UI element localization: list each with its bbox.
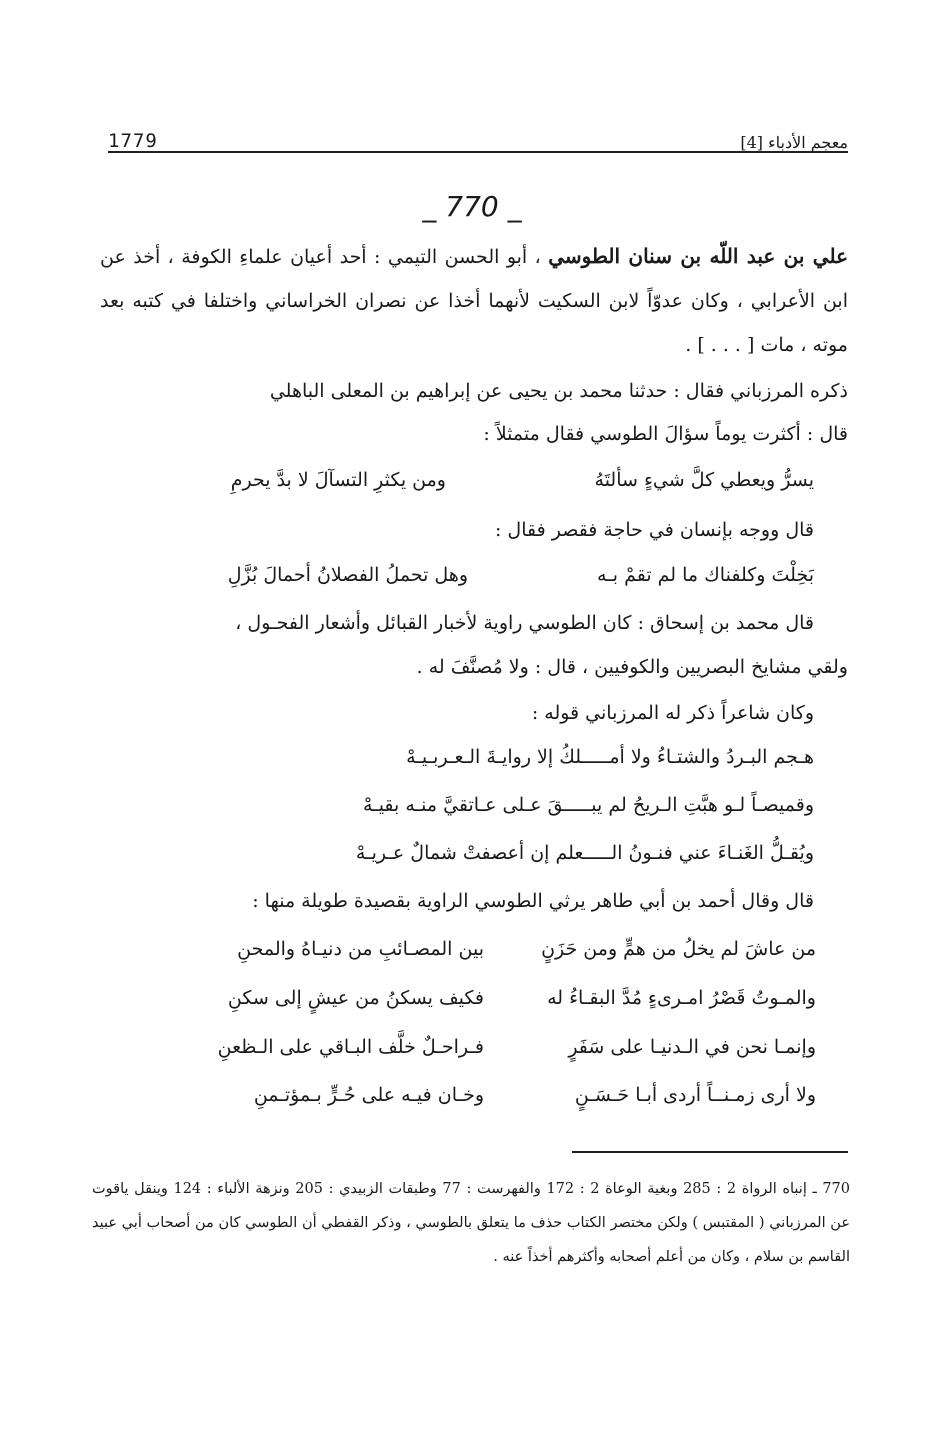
elegy-verse-2-first: والمـوتُ قَصْرُ امـرىءٍ مُدَّ البقـاءُ له: [547, 987, 816, 1009]
elegy-verse-2-second: فكيف يسكنُ من عيشٍ إلى سكنِ: [227, 987, 484, 1009]
elegy-verse-3-second: فـراحـلٌ خلَّف البـاقي على الـظعنِ: [217, 1036, 484, 1058]
mudawwar-verse-1: هـجم البـردُ والشتـاءُ ولا أمـــــلكُ إلا روايـةَ الـعـربـيـهْ: [406, 746, 814, 768]
elegy-verse-1-second: بين المصـائبِ من دنيـاهُ والمحنِ: [237, 938, 484, 960]
verse2-first-hemistich: بَخِلْتَ وكلفناك ما لم تقمْ بـه: [597, 564, 814, 586]
question-line: قال ووجه بإنسان في حاجة فقصر فقال :: [494, 519, 814, 541]
elegy-verse-1-first: من عاشَ لم يخلُ من همٍّ ومن حَزَنٍ: [541, 938, 816, 960]
page-number: 1779: [108, 130, 158, 152]
mudawwar-verse-3: ويُقـلُّ الغَنـاءَ عني فنـونُ الـــــعلم إن أعصفتْ شمالٌ عـريـهْ: [355, 842, 814, 864]
para4-line1: قال وقال أحمد بن أبي طاهر يرثي الطوسي الراوية بقصيدة طويلة منها :: [252, 890, 814, 912]
verse2-second-hemistich: وهل تحملُ الفصلانُ أحمالَ بُزَّلِ: [227, 564, 468, 586]
elegy-verse-4-second: وخـان فيـه على حُـرٍّ بـمؤتـمنِ: [253, 1084, 484, 1106]
entry-number: _ 770 _: [422, 190, 522, 223]
elegy-verse-4-first: ولا أرى زمـنــاً أردى أبـا حَـسَـنٍ: [574, 1084, 816, 1106]
verse1-first-hemistich: يسرُّ ويعطي كلَّ شيءٍ سألتَهُ: [594, 469, 814, 491]
verse1-second-hemistich: ومن يكثرِ التسآلَ لا بدَّ يحرمِ: [230, 469, 446, 491]
para1-line1: ذكره المرزباني فقال : حدثنا محمد بن يحيى عن إبراهيم بن المعلى الباهلي: [269, 380, 848, 402]
running-title: معجم الأدباء [4]: [740, 133, 848, 152]
header-rule: [108, 151, 848, 153]
para2-line2: ولقي مشايخ البصريين والكوفيين ، قال : ولا مُصنَّفَ له .: [416, 656, 848, 678]
page-header: [108, 118, 848, 152]
para1-line2: قال : أكثرت يوماً سؤالَ الطوسي فقال متمثلاً :: [483, 423, 848, 445]
footnote-rule: [572, 1151, 848, 1153]
footnote: 770 ـ إنباه الرواة 2 : 285 وبغية الوعاة 2 : 172 والفهرست : 77 وطبقات الزبيدي : 205 ونزهة الألباء : 124 وينقل ياقوت عن المرزباني ( المقتبس ) ولكن مختصر الكتاب حذف ما يتعلق بالطوسي ، وذكر القفطي أن الطوسي كان من أصحاب أبي عبيد القاسم بن سلام ، وكان من أعلم أصحابه وأكثرهم أخذاً عنه .: [92, 1181, 851, 1265]
elegy-verse-3-first: وإنمـا نحن في الـدنيـا على سَفَرٍ: [568, 1036, 816, 1058]
mudawwar-verse-2: وقميصـاً لـو هبَّتِ الـريحُ لم يبـــــقَ عـلى عـاتقيَّ منـه بقيـهْ: [362, 794, 814, 816]
entry-intro-text: ، أبو الحسن التيمي : أحد أعيان علماءِ الكوفة ، أخذ عن ابن الأعرابي ، وكان عدوّاً لابن السكيت لأنهما أخذا عن نصران الخراساني واختلفا في كتبه بعد موته ، مات [ . . . ] .: [100, 246, 848, 356]
para2-line1: قال محمد بن إسحاق : كان الطوسي راوية لأخبار القبائل وأشعار الفحـول ،: [235, 612, 814, 634]
entry-intro: [100, 234, 848, 367]
entry-name: علي بن عبد اللّه بن سنان الطوسي: [548, 244, 849, 268]
para3-line1: وكان شاعراً ذكر له المرزباني قوله :: [531, 702, 814, 724]
